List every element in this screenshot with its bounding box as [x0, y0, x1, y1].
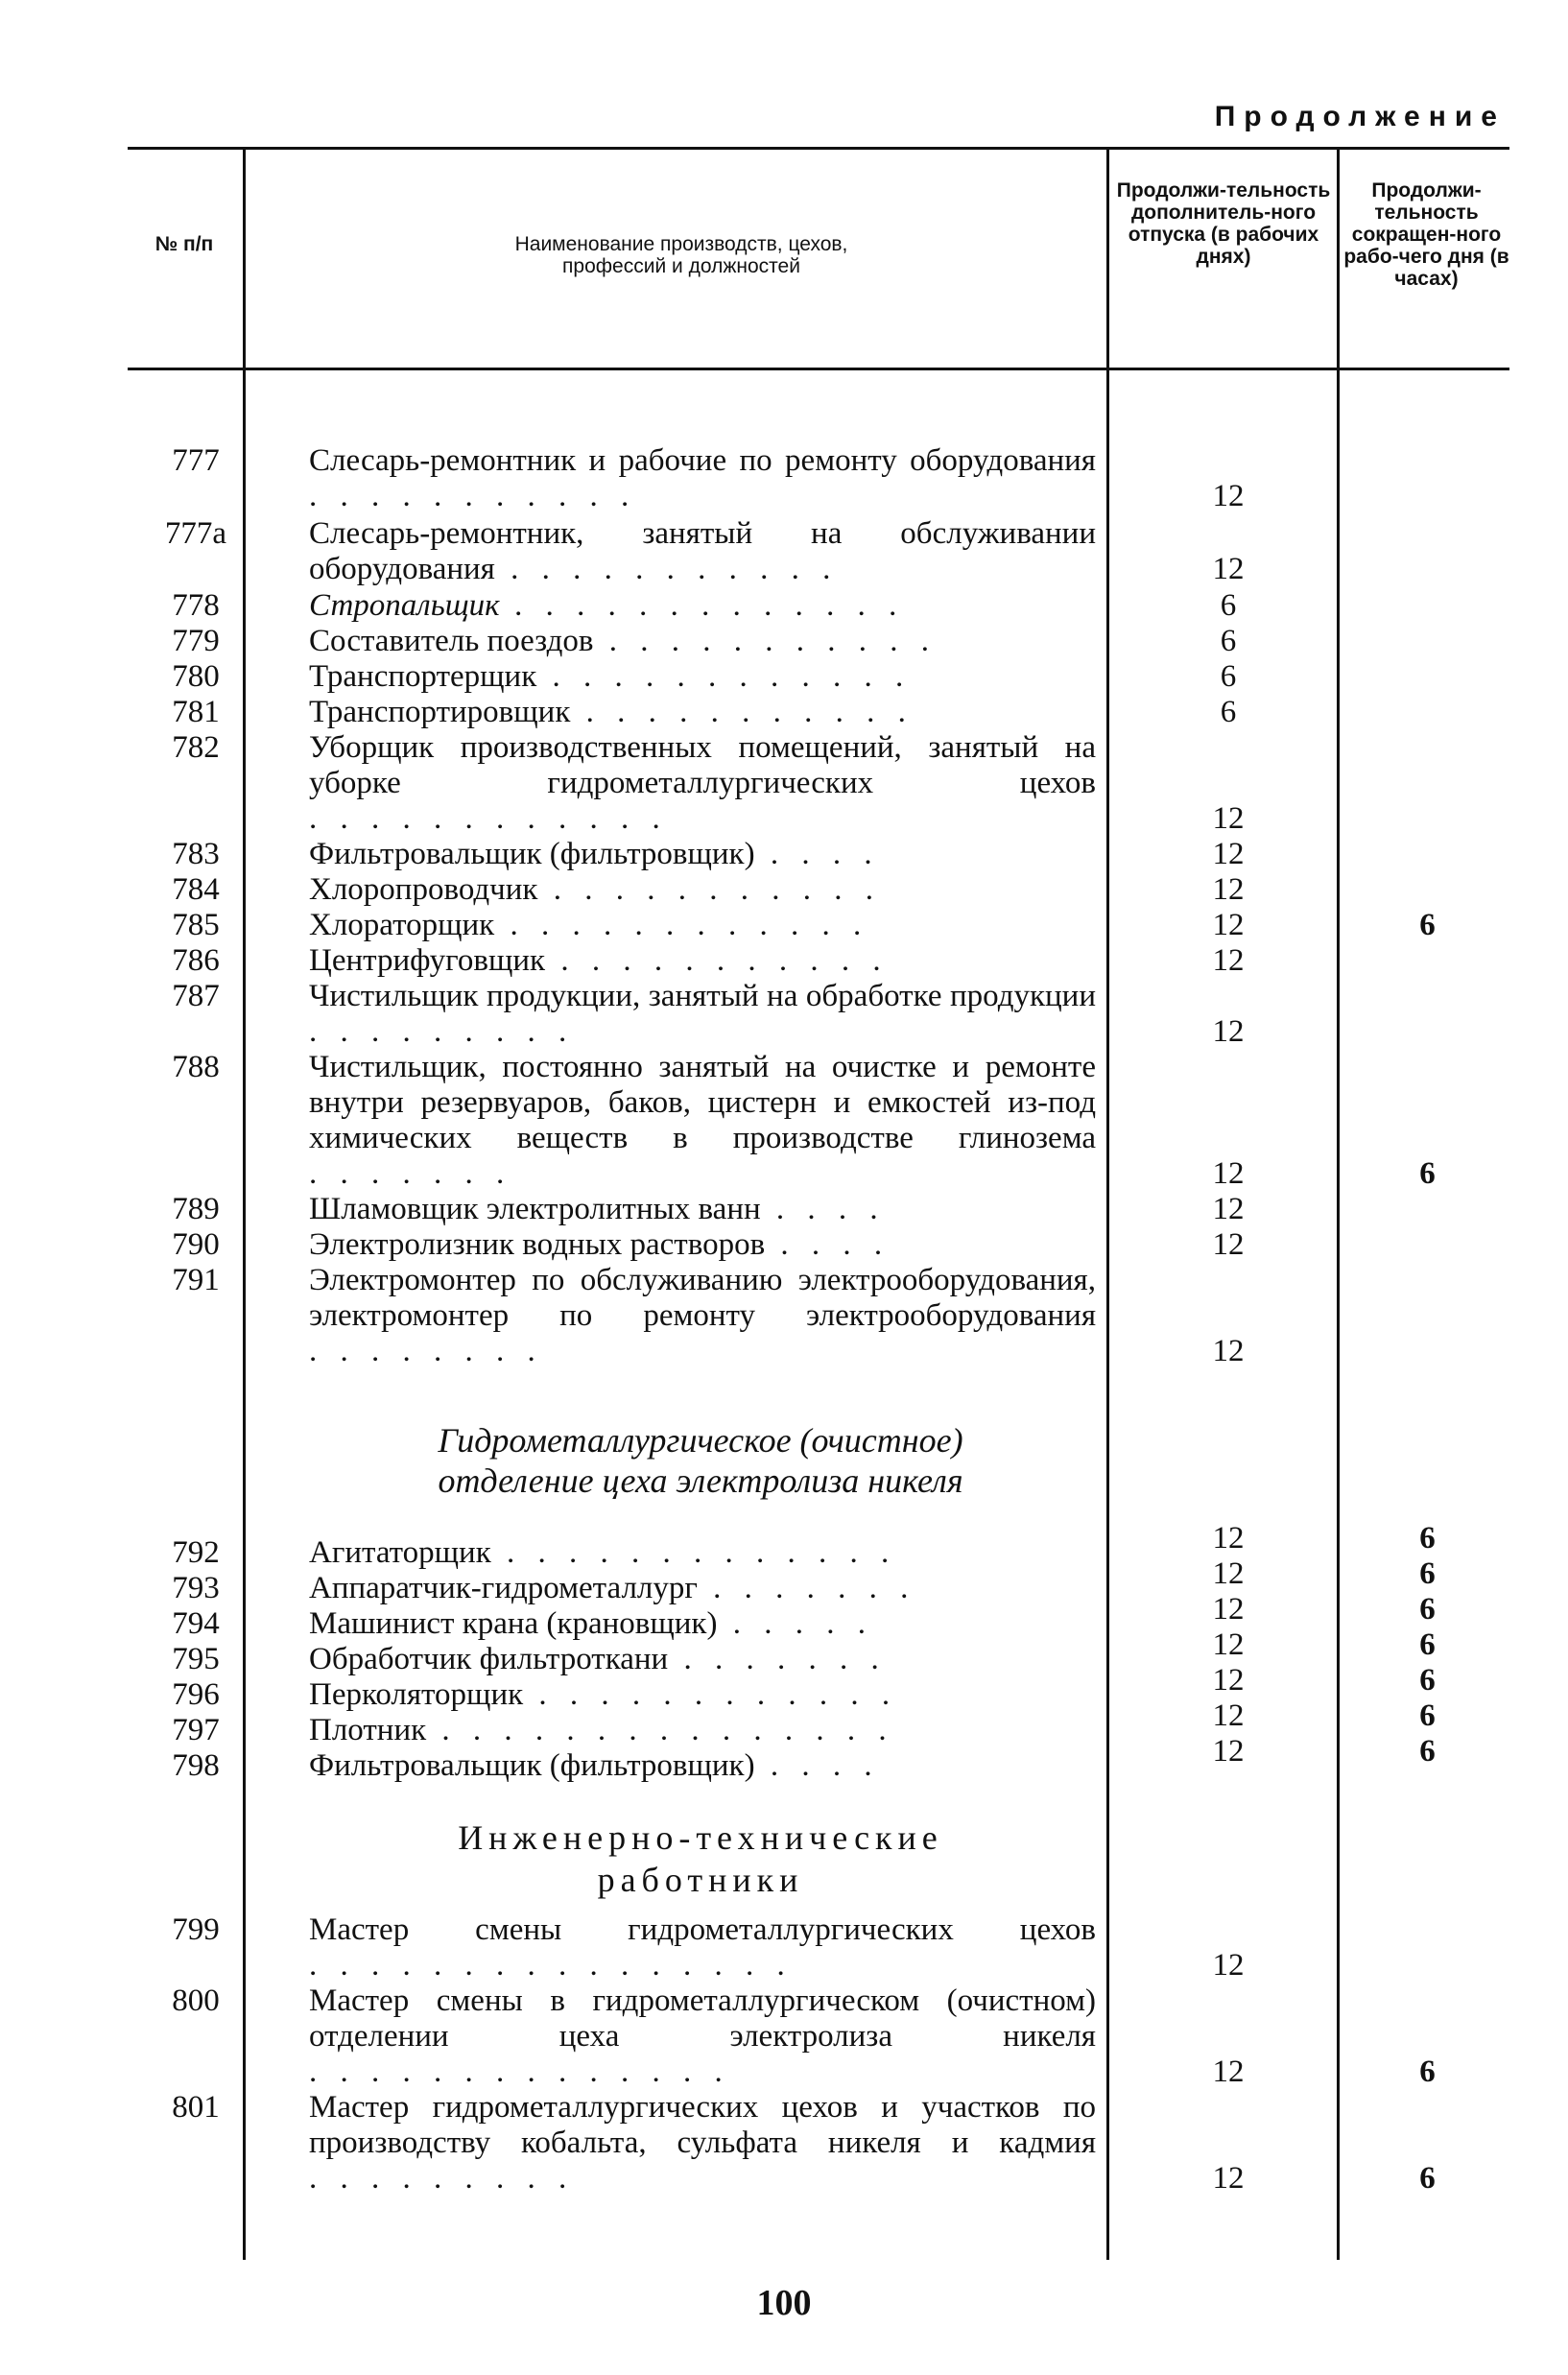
row-leave: 12 — [1212, 943, 1245, 978]
row-leave: 12 — [1212, 1014, 1245, 1049]
row-leave: 12 — [1212, 479, 1245, 513]
row-leave: 12 — [1212, 552, 1245, 586]
row-name: Перколяторщик . . . . . . . . . . . . — [309, 1677, 898, 1712]
header-col-name: Наименование производств, цехов, профессий и должностей — [514, 233, 848, 277]
continuation-label: Продолжение — [1214, 101, 1506, 132]
row-number: 800 — [172, 1983, 220, 2018]
row-leave: 12 — [1212, 1663, 1245, 1698]
row-leave: 12 — [1212, 1334, 1245, 1368]
row-name: Уборщик производственных помещений, занятый на уборке гидрометаллургических цехов . . . . . . . . . . . . — [309, 730, 1096, 836]
row-name: Чистильщик продукции, занятый на обработке продукции . . . . . . . . . — [309, 979, 1096, 1049]
row-name: Обработчик фильтроткани . . . . . . . — [309, 1642, 887, 1676]
row-name: Мастер гидрометаллургических цехов и участков по производству кобальта, сульфата никеля и кадмия . . . . . . . . . — [309, 2090, 1096, 2196]
row-name: Электромонтер по обслуживанию электрооборудования, электромонтер по ремонту электрооборудования . . . . . . . . — [309, 1263, 1096, 1368]
row-leave: 12 — [1212, 1156, 1245, 1191]
row-name: Мастер смены в гидрометаллургическом (очистном) отделении цеха электролиза никеля . . . . . . . . . . . . . . — [309, 1983, 1096, 2089]
row-leave: 12 — [1212, 1556, 1245, 1591]
row-leave: 12 — [1212, 872, 1245, 907]
row-number: 782 — [172, 730, 220, 765]
row-name: Стропальщик . . . . . . . . . . . . . — [309, 588, 906, 623]
column-divider-2 — [1106, 149, 1109, 2260]
row-leave: 12 — [1212, 1627, 1245, 1662]
row-number: 784 — [172, 872, 220, 907]
section-heading: Инженерно-технические работники — [458, 1818, 943, 1899]
row-name: Мастер смены гидрометаллургических цехов . . . . . . . . . . . . . . . . — [309, 1912, 1096, 1983]
row-name: Слесарь-ремонтник, занятый на обслуживании оборудования . . . . . . . . . . . — [309, 516, 1096, 586]
row-name: Хлоропроводчик . . . . . . . . . . . — [309, 872, 881, 907]
row-number: 796 — [172, 1677, 220, 1712]
row-number: 777а — [164, 516, 227, 551]
header-bottom-rule — [128, 368, 1509, 370]
row-day: 6 — [1419, 2161, 1436, 2196]
row-day: 6 — [1419, 1156, 1436, 1191]
row-number: 783 — [172, 837, 220, 871]
row-number: 788 — [172, 1050, 220, 1084]
row-number: 795 — [172, 1642, 220, 1676]
table-top-rule — [128, 147, 1509, 150]
row-number: 792 — [172, 1535, 220, 1570]
row-number: 798 — [172, 1748, 220, 1783]
row-leave: 6 — [1220, 588, 1237, 623]
row-day: 6 — [1419, 1734, 1436, 1769]
row-number: 786 — [172, 943, 220, 978]
column-divider-1 — [243, 149, 246, 2260]
row-number: 790 — [172, 1227, 220, 1262]
row-leave: 12 — [1212, 801, 1245, 836]
row-name: Чистильщик, постоянно занятый на очистке и ремонте внутри резервуаров, баков, цистерн и емкостей из-под химических веществ в производстве глинозема . . . . . . . — [309, 1050, 1096, 1191]
row-number: 797 — [172, 1713, 220, 1747]
section-heading: Гидрометаллургическое (очистное) отделение цеха электролиза никеля — [438, 1421, 963, 1500]
header-col-day: Продолжи-тельность сокращен-ного рабо-чего дня (в часах) — [1343, 179, 1509, 290]
row-name: Электролизник водных растворов . . . . — [309, 1227, 891, 1262]
row-number: 801 — [172, 2090, 220, 2125]
row-name: Транспортерщик . . . . . . . . . . . . — [309, 659, 912, 694]
column-divider-3 — [1337, 149, 1340, 2260]
header-col-num: № п/п — [154, 233, 214, 255]
row-leave: 12 — [1212, 1734, 1245, 1769]
row-leave: 12 — [1212, 1192, 1245, 1226]
row-day: 6 — [1419, 2054, 1436, 2089]
row-day: 6 — [1419, 1556, 1436, 1591]
row-name: Аппаратчик-гидрометаллург . . . . . . . — [309, 1571, 916, 1605]
row-leave: 6 — [1220, 659, 1237, 694]
row-number: 778 — [172, 588, 220, 623]
row-leave: 12 — [1212, 1948, 1245, 1983]
row-number: 787 — [172, 979, 220, 1013]
row-leave: 12 — [1212, 2054, 1245, 2089]
row-leave: 12 — [1212, 837, 1245, 871]
row-number: 791 — [172, 1263, 220, 1297]
row-day: 6 — [1419, 1663, 1436, 1698]
row-day: 6 — [1419, 1521, 1436, 1556]
row-leave: 6 — [1220, 695, 1237, 729]
row-leave: 12 — [1212, 1521, 1245, 1556]
row-leave: 12 — [1212, 1592, 1245, 1627]
row-leave: 12 — [1212, 1698, 1245, 1733]
row-number: 781 — [172, 695, 220, 729]
row-name: Фильтровальщик (фильтровщик) . . . . — [309, 1748, 880, 1783]
row-number: 779 — [172, 624, 220, 658]
row-number: 799 — [172, 1912, 220, 1947]
row-name: Фильтровальщик (фильтровщик) . . . . — [309, 837, 880, 871]
row-name: Агитаторщик . . . . . . . . . . . . . — [309, 1535, 897, 1570]
row-number: 794 — [172, 1606, 220, 1641]
row-name: Центрифуговщик . . . . . . . . . . . — [309, 943, 889, 978]
page-number: 100 — [756, 2283, 812, 2323]
row-day: 6 — [1419, 1592, 1436, 1627]
row-name: Транспортировщик . . . . . . . . . . . — [309, 695, 914, 729]
row-name: Слесарь-ремонтник и рабочие по ремонту оборудования . . . . . . . . . . . — [309, 443, 1096, 513]
row-number: 789 — [172, 1192, 220, 1226]
row-number: 780 — [172, 659, 220, 694]
row-day: 6 — [1419, 1698, 1436, 1733]
row-leave: 12 — [1212, 2161, 1245, 2196]
row-number: 793 — [172, 1571, 220, 1605]
row-leave: 12 — [1212, 908, 1245, 942]
row-name: Плотник . . . . . . . . . . . . . . . — [309, 1713, 894, 1747]
row-name: Хлораторщик . . . . . . . . . . . . — [309, 908, 869, 942]
row-leave: 6 — [1220, 624, 1237, 658]
row-name: Шламовщик электролитных ванн . . . . — [309, 1192, 886, 1226]
row-day: 6 — [1419, 1627, 1436, 1662]
row-number: 777 — [172, 443, 220, 478]
row-leave: 12 — [1212, 1227, 1245, 1262]
row-name: Составитель поездов . . . . . . . . . . . — [309, 624, 937, 658]
row-day: 6 — [1419, 908, 1436, 942]
row-number: 785 — [172, 908, 220, 942]
row-name: Машинист крана (крановщик) . . . . . — [309, 1606, 873, 1641]
header-col-leave: Продолжи-тельность дополнитель-ного отпуска (в рабочих днях) — [1116, 179, 1331, 268]
